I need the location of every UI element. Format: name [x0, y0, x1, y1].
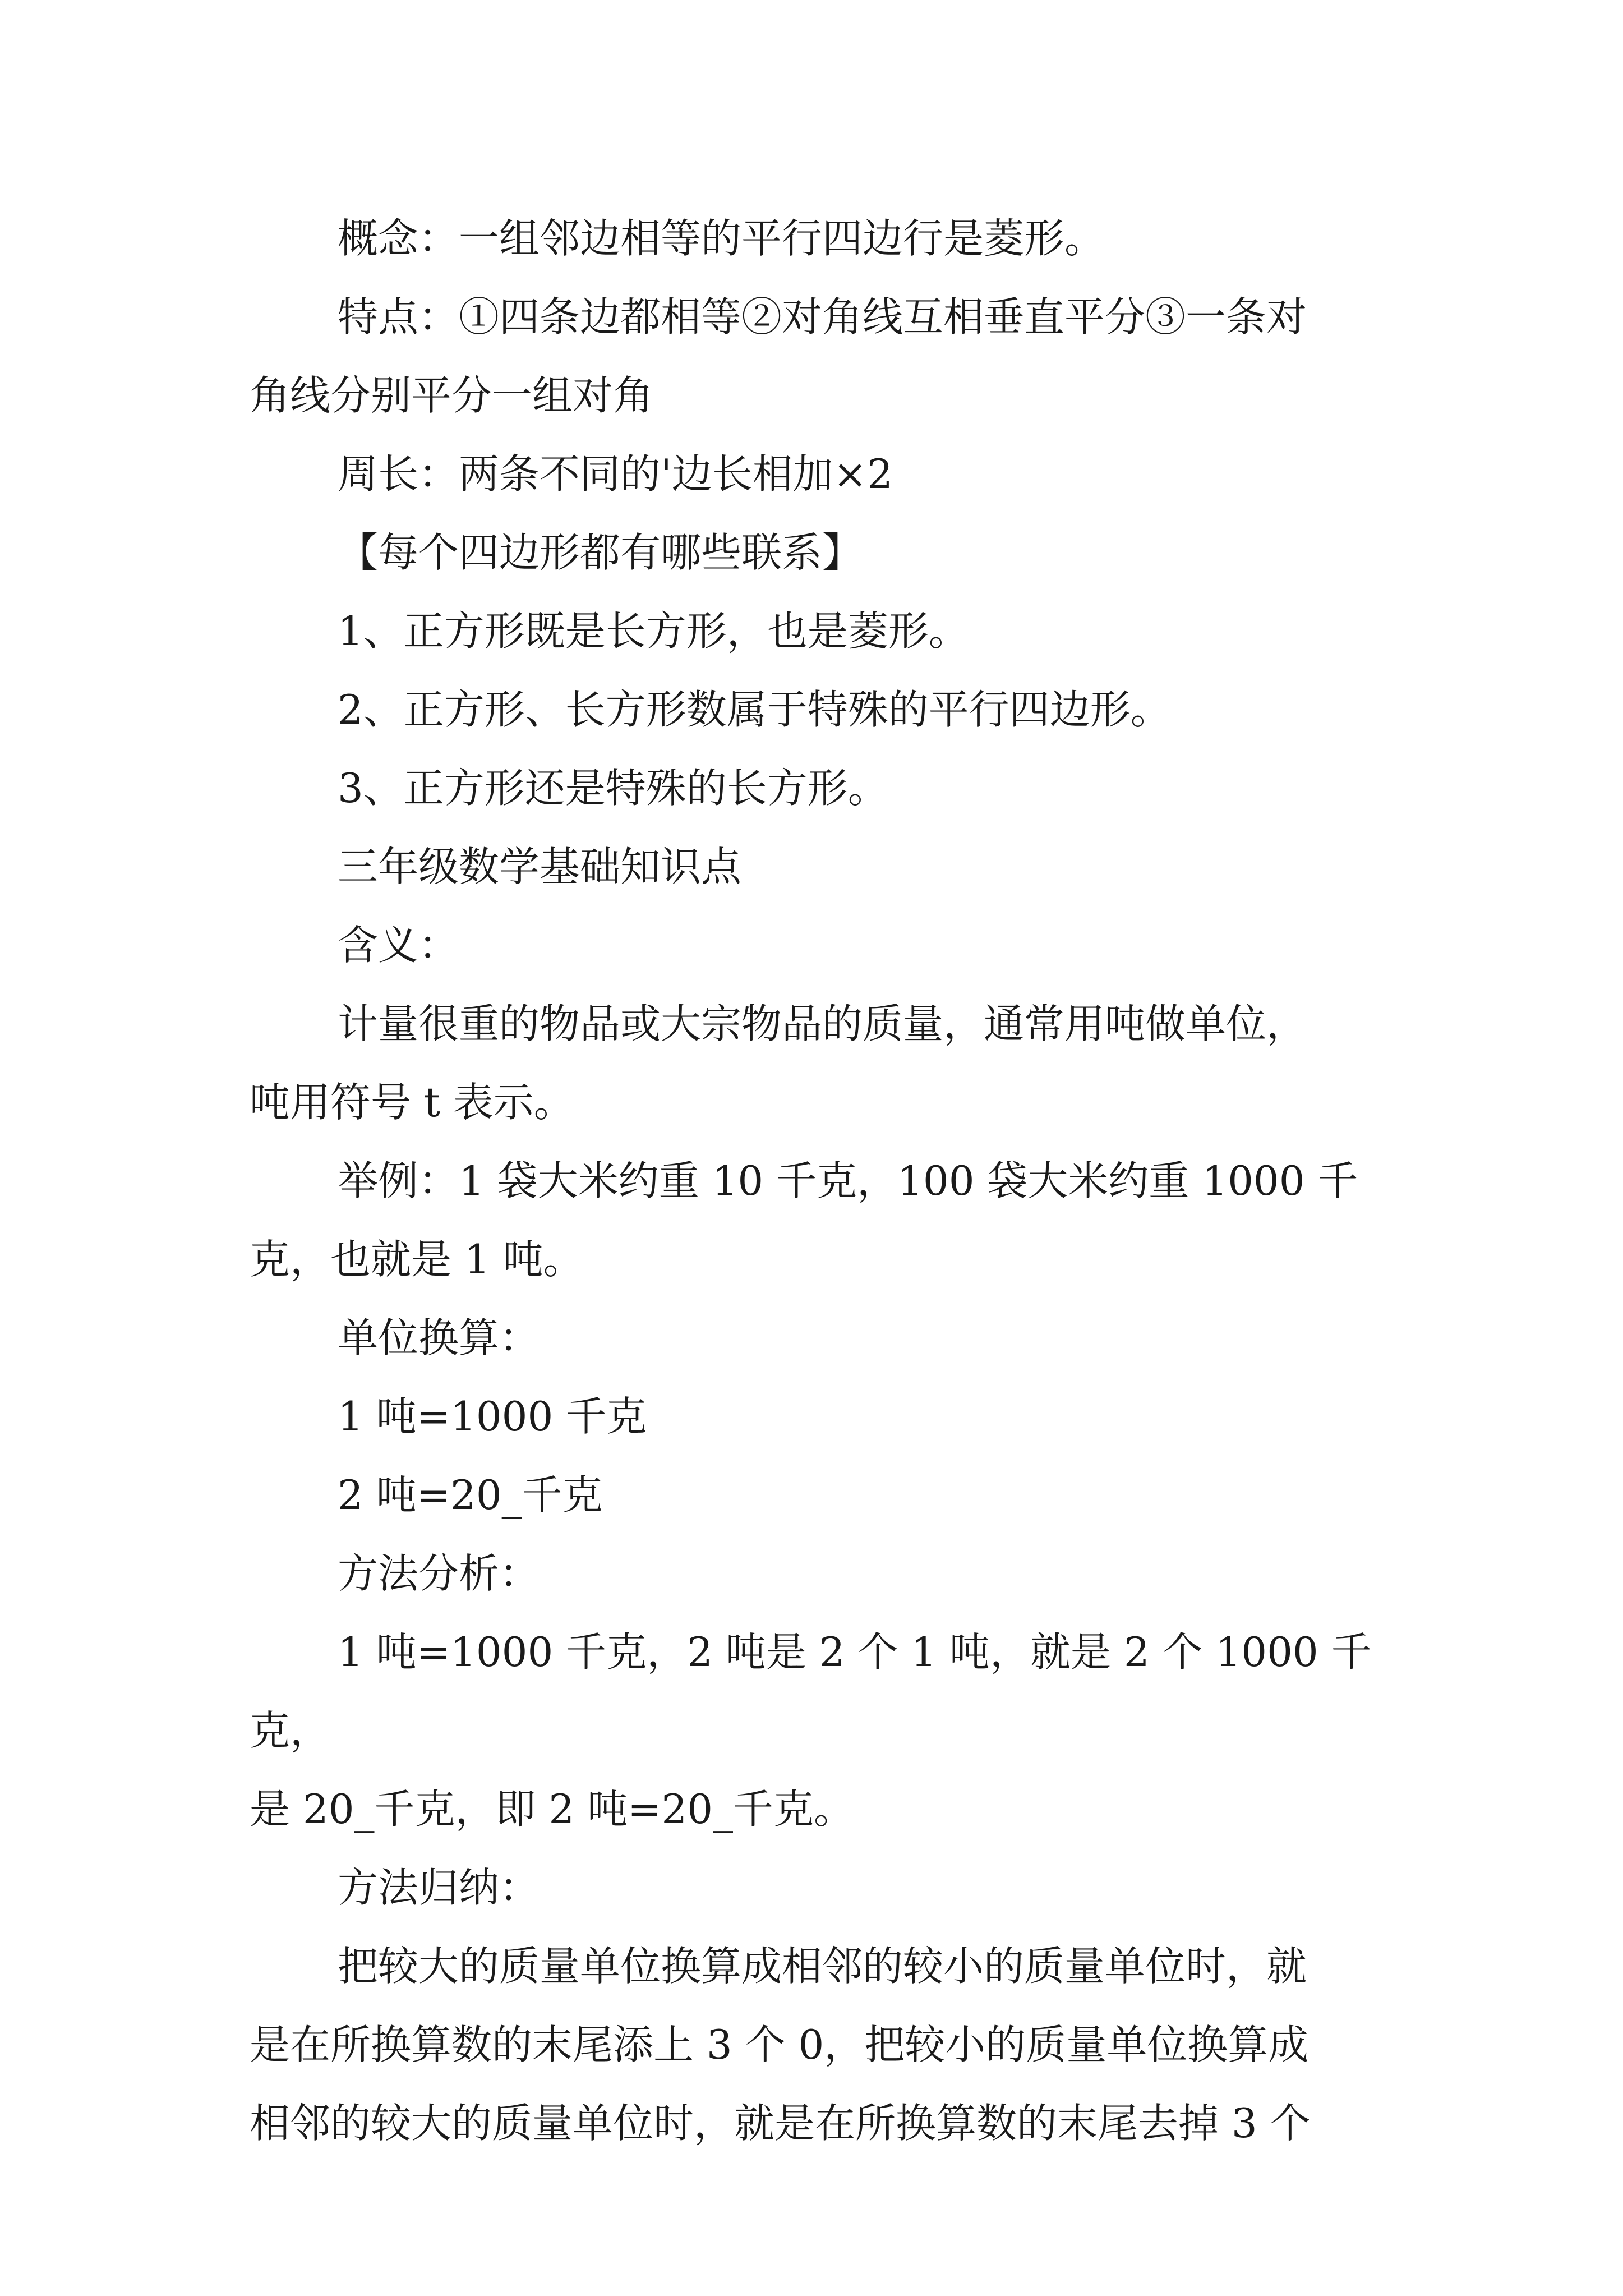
paragraph-rhombus-perimeter: 周长：两条不同的'边长相加×2 [338, 450, 893, 498]
list-item-2: 2、正方形、长方形数属于特殊的平行四边形。 [338, 686, 1171, 733]
paragraph-line: 是 20_千克，即 2 吨=20_千克。 [250, 1786, 855, 1833]
label-method-analysis: 方法分析： [338, 1550, 540, 1597]
paragraph-ton-definition [250, 984, 1377, 1142]
paragraph-line: 角线分别平分一组对角 [250, 372, 654, 419]
paragraph-line: 相邻的较大的质量单位时，就是在所换算数的末尾去掉 3 个 [250, 2100, 1311, 2147]
paragraph-line: 克，也就是 1 吨。 [250, 1236, 584, 1283]
paragraph-line: 举例：1 袋大米约重 10 千克，100 袋大米约重 1000 千 [338, 1157, 1358, 1204]
conversion-line-1: 1 吨=1000 千克 [338, 1393, 647, 1440]
section-heading-grade3-math: 三年级数学基础知识点 [338, 843, 742, 890]
document-body [250, 199, 1377, 2162]
list-item-1: 1、正方形既是长方形，也是菱形。 [338, 608, 969, 655]
label-meaning: 含义： [338, 922, 459, 969]
paragraph-line: 1 吨=1000 千克，2 吨是 2 个 1 吨，就是 2 个 1000 千克， [250, 1628, 1372, 1754]
paragraph-line: 是在所换算数的末尾添上 3 个 0，把较小的质量单位换算成 [250, 2021, 1309, 2068]
paragraph-line: 吨用符号 t 表示。 [250, 1079, 574, 1126]
paragraph-rhombus-features [250, 278, 1377, 435]
paragraph-line: 特点：①四条边都相等②对角线互相垂直平分③一条对 [338, 293, 1307, 341]
paragraph-example [250, 1142, 1377, 1299]
paragraph-method-summary [250, 1927, 1377, 2162]
conversion-line-2: 2 吨=20_千克 [338, 1471, 603, 1519]
label-unit-conversion: 单位换算： [338, 1314, 540, 1361]
label-method-summary: 方法归纳： [338, 1864, 540, 1911]
paragraph-rhombus-concept: 概念：一组邻边相等的平行四边行是菱形。 [338, 215, 1105, 262]
list-item-3: 3、正方形还是特殊的长方形。 [338, 765, 888, 812]
paragraph-method-analysis [250, 1613, 1377, 1848]
section-heading-quadrilateral-relations: 【每个四边形都有哪些联系】 [338, 529, 863, 576]
paragraph-line: 把较大的质量单位换算成相邻的较小的质量单位时，就 [338, 1943, 1307, 1990]
paragraph-line: 计量很重的物品或大宗物品的质量，通常用吨做单位， [338, 1000, 1307, 1047]
